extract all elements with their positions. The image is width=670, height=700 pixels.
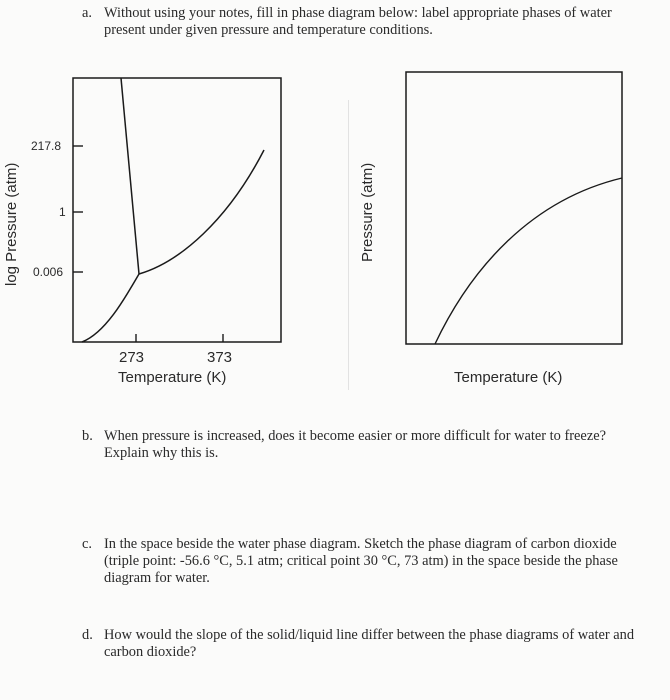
- solid-gas-curve: [82, 274, 139, 342]
- xtick-label-373: 373: [207, 349, 233, 366]
- question-d-label: d.: [82, 627, 93, 643]
- ytick-label-217.8: 217.8: [31, 139, 62, 153]
- water-plot-frame: [73, 78, 281, 342]
- question-c-label: c.: [82, 536, 92, 552]
- ytick-label-0.006: 0.006: [33, 265, 64, 279]
- water-ylabel: log Pressure (atm): [3, 162, 20, 286]
- right-phase-diagram: [330, 0, 670, 400]
- question-b-text: When pressure is increased, does it become easier or more difficult for water to freeze? Explain why this is.: [104, 428, 606, 461]
- right-plot-frame: [406, 72, 622, 344]
- right-phase-diagram-svg: [330, 0, 670, 400]
- right-xlabel: Temperature (K): [454, 369, 563, 386]
- question-a-text: Without using your notes, fill in phase diagram below: label appropriate phases of water present under given pressure and temperature conditions.: [104, 5, 612, 38]
- right-curve: [435, 178, 622, 344]
- water-phase-diagram-svg: [0, 0, 300, 400]
- right-ylabel: Pressure (atm): [359, 162, 376, 262]
- question-a-label: a.: [82, 5, 92, 21]
- water-phase-diagram: [0, 0, 300, 400]
- solid-liquid-line: [121, 78, 139, 274]
- ytick-label-1: 1: [59, 205, 66, 219]
- question-c-text: In the space beside the water phase diagram. Sketch the phase diagram of carbon dioxide (triple point: -56.6 °C, 5.1 atm; critical point 30 °C, 73 atm) in the space beside the phase diagram for water.: [104, 536, 618, 586]
- xtick-label-273: 273: [119, 349, 145, 366]
- question-b-label: b.: [82, 428, 93, 444]
- question-d-text: How would the slope of the solid/liquid line differ between the phase diagrams of water and carbon dioxide?: [104, 627, 635, 660]
- liquid-gas-curve: [139, 150, 264, 274]
- water-xlabel: Temperature (K): [118, 369, 227, 386]
